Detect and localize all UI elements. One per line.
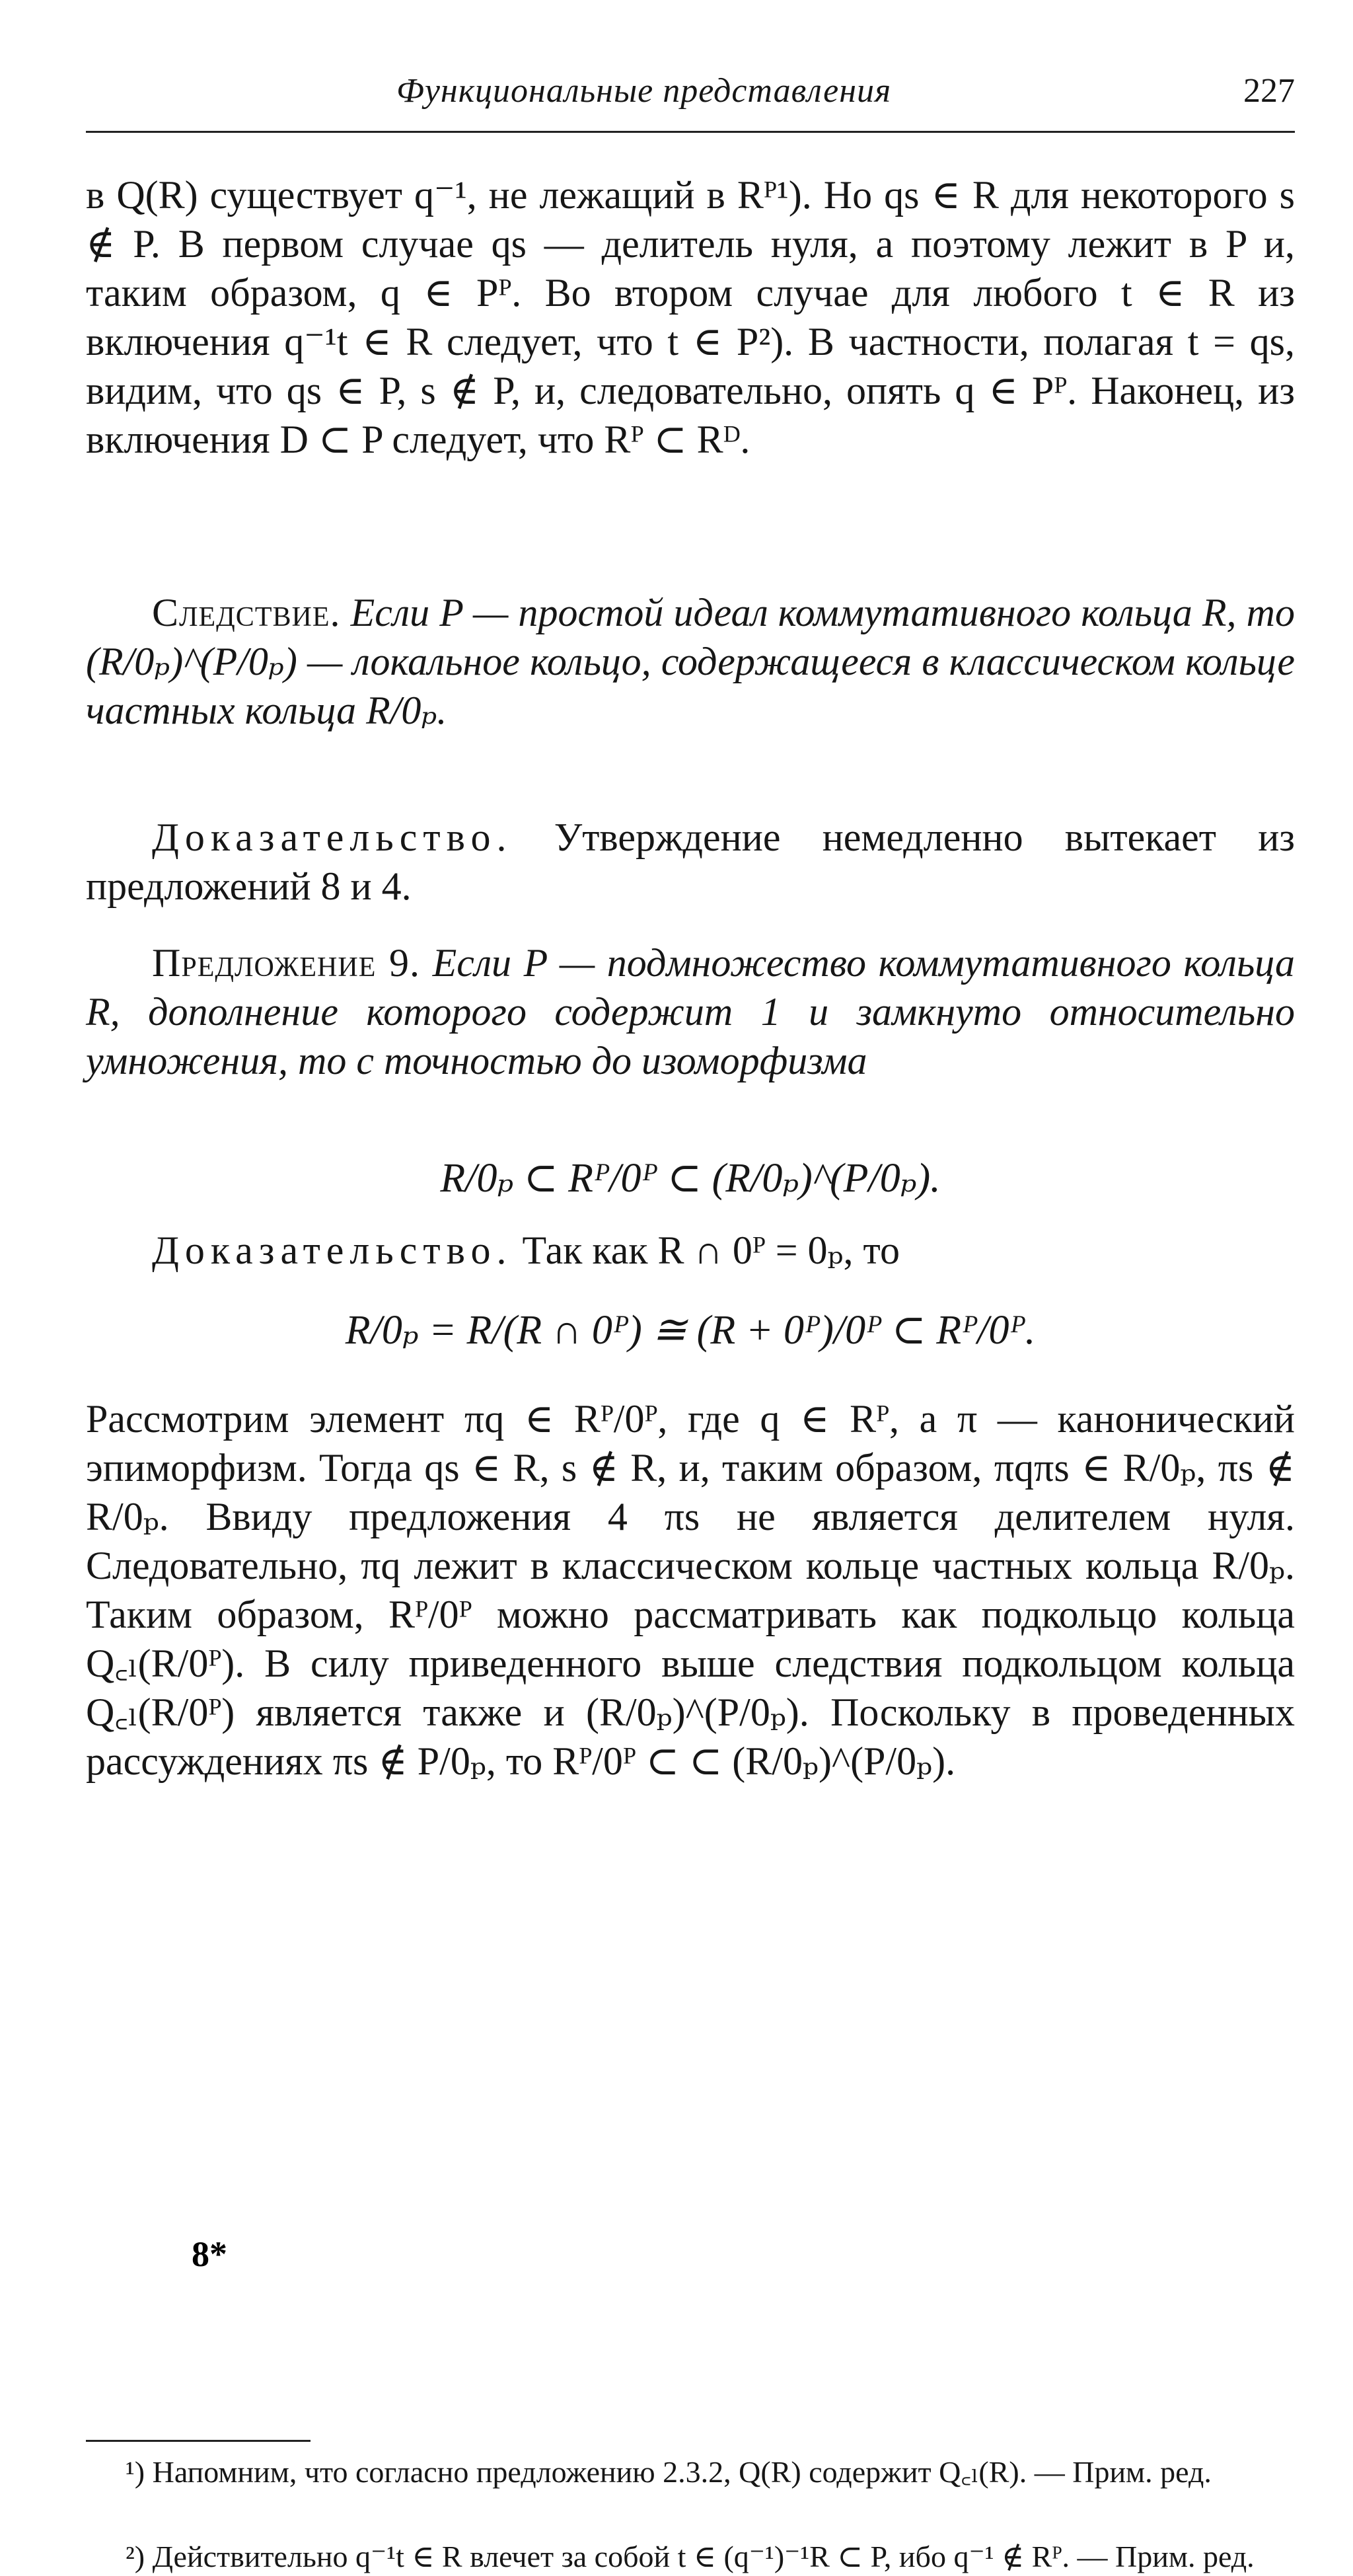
footnote-2: ²) Действительно q⁻¹t ∈ R влечет за собой t ∈ (q⁻¹)⁻¹R ⊂ P, ибо q⁻¹ ∉ Rᴾ. — Прим. ред. — [126, 2540, 1255, 2573]
paragraph-text: в Q(R) существует q⁻¹, не лежащий в Rᴾ¹). Но qs ∈ R для некоторого s ∉ P. В первом случае qs — делитель нуля, а поэтому лежит в P и, таким образом, q ∈ Pᴾ. Во втором случае для любого t ∈ R из включения q⁻¹t ∈ R следует, что t ∈ P²). В частности, полагая t = qs, видим, что qs ∈ P, s ∉ P, и, следовательно, опять q ∈ Pᴾ. Наконец, из включения D ⊂ P следует, что Rᴾ ⊂ Rᴰ. — [86, 173, 1295, 461]
footnote-1: ¹) Напомним, что согласно предложению 2.3.2, Q(R) содержит Q꜀ₗ(R). — Прим. ред. — [126, 2455, 1212, 2489]
proof-1 — [86, 813, 1295, 911]
paragraph-text: Рассмотрим элемент πq ∈ Rᴾ/0ᴾ, где q ∈ Rᴾ, а π — канонический эпиморфизм. Тогда qs ∈ R, s ∉ R, и, таким образом, πqπs ∈ R/0ₚ, πs ∉ R/0ₚ. Ввиду предложения 4 πs не является делителем нуля. Следовательно, πq лежит в классическом кольце частных кольца R/0ₚ. Таким образом, Rᴾ/0ᴾ можно рассматривать как подкольцо кольца Q꜀ₗ(R/0ᴾ). В силу приведенного выше следствия подкольцом кольца Q꜀ₗ(R/0ᴾ) является также и (R/0ₚ)^(P/0ₚ). Поскольку в проведенных рассуждениях πs ∉ P/0ₚ, то Rᴾ/0ᴾ ⊂ ⊂ (R/0ₚ)^(P/0ₚ). — [86, 1397, 1295, 1783]
signature-mark: 8* — [192, 2234, 227, 2274]
paragraph-continuation — [86, 170, 1295, 464]
corollary — [86, 588, 1295, 735]
header-rule — [86, 131, 1295, 133]
page-header — [86, 71, 1295, 118]
proof-text: Утверждение немедленно вытекает из предложений 8 и 4. — [86, 815, 1295, 908]
running-title: Функциональные представления — [396, 72, 892, 110]
formula-isomorphism: R/0ₚ = R/(R ∩ 0ᴾ) ≅ (R + 0ᴾ)/0ᴾ ⊂ Rᴾ/0ᴾ. — [345, 1308, 1036, 1353]
proposition-label: Предложение 9. — [152, 941, 420, 985]
proof-label: Доказательство. — [152, 1229, 513, 1272]
proof-2 — [86, 1226, 1295, 1275]
page-number: 227 — [1243, 72, 1295, 110]
formula-inclusion: R/0ₚ ⊂ Rᴾ/0ᴾ ⊂ (R/0ₚ)^(P/0ₚ). — [440, 1156, 941, 1201]
proof-text: Так как R ∩ 0ᴾ = 0ₚ, то — [522, 1229, 900, 1272]
footnote-rule — [86, 2440, 311, 2442]
proof-label: Доказательство. — [152, 815, 513, 859]
corollary-text: Если P — простой идеал коммутативного кольца R, то (R/0ₚ)^(P/0ₚ) — локальное кольцо, содержащееся в классическом кольце частных кольца R/0ₚ. — [86, 591, 1296, 732]
corollary-label: Следствие. — [152, 591, 341, 634]
final-paragraph — [86, 1394, 1295, 1786]
proposition-text: Если P — подмножество коммутативного кольца R, дополнение которого содержит 1 и замкнуто относительно умножения, то с точностью до изоморфизма — [86, 941, 1295, 1082]
proposition-9 — [86, 938, 1295, 1085]
